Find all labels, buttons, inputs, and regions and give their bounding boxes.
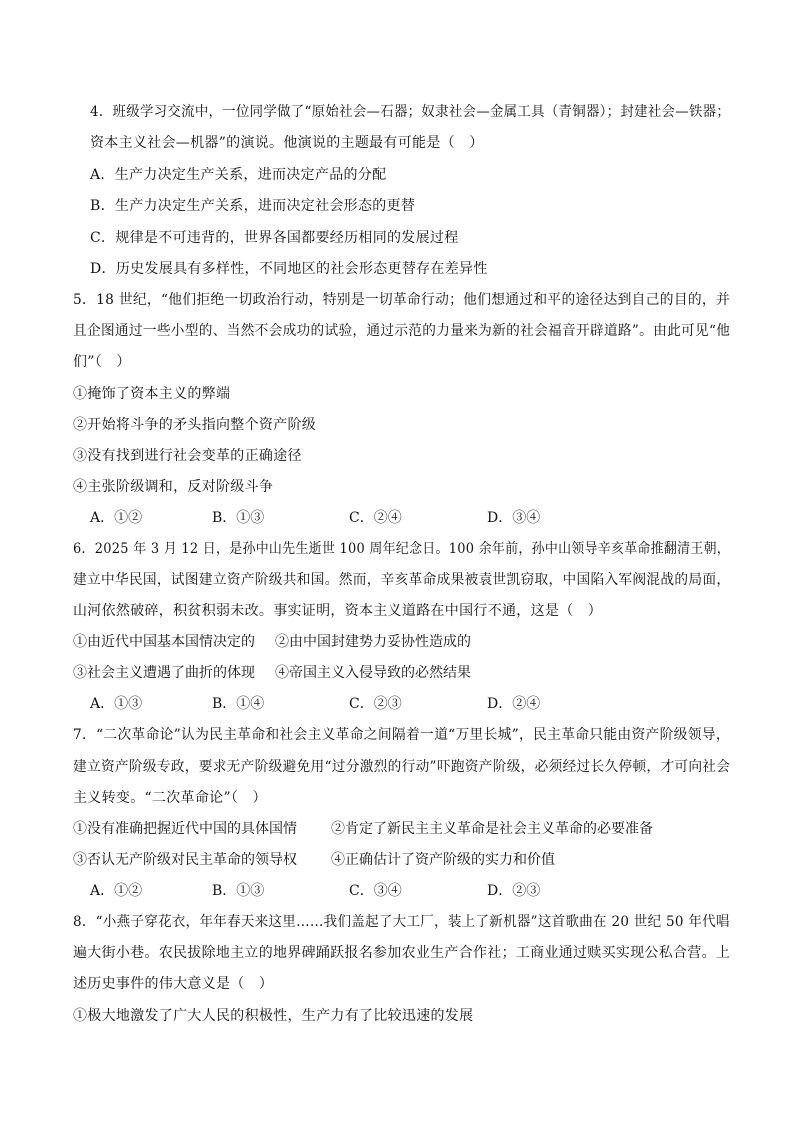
q5-statement-4: ④主张阶级调和，反对阶级斗争: [73, 479, 274, 495]
q5-statement-2: ②开始将斗争的矛头指向整个资产阶级: [73, 417, 317, 433]
q8-line-1: 8．“小燕子穿花衣，年年春天来这里……我们盖起了大工厂，装上了新机器”这首歌曲在 20 世纪 50 年代唱: [73, 914, 730, 930]
q4-line-1: 4．班级学习交流中，一位同学做了“原始社会—石器；奴隶社会—金属工具（青铜器）；封建社会—铁器；: [90, 104, 731, 120]
q7-choice-a: A．①②: [90, 883, 143, 899]
q4-option-b: B．生产力决定生产关系，进而决定社会形态的更替: [90, 198, 416, 214]
q5-statement-3: ③没有找到进行社会变革的正确途径: [73, 448, 302, 464]
q5-choice-d: D．③④: [487, 510, 541, 526]
q4-line-2: 资本主义社会—机器”的演说。他演说的主题最有可能是（ ）: [90, 135, 484, 151]
q6-line-3: 山河依然破碎，积贫积弱未改。事实证明，资本主义道路在中国行不通，这是（ ）: [73, 603, 603, 619]
q7-choice-c: C．③④: [349, 883, 402, 899]
q6-statement-1: ①由近代中国基本国情决定的: [73, 634, 255, 650]
q6-line-2: 建立中华民国，试图建立资产阶级共和国。然而，辛亥革命成果被袁世凯窃取，中国陷入军阀混战的局面，: [73, 572, 731, 588]
q6-statement-4: ④帝国主义入侵导致的必然结果: [275, 665, 471, 681]
q5-choice-a: A．①②: [90, 510, 143, 526]
q6-line-1: 6．2025 年 3 月 12 日，是孙中山先生逝世 100 周年纪念日。100 余年前，孙中山领导辛亥革命推翻清王朝，: [73, 541, 731, 557]
q4-option-a: A．生产力决定生产关系，进而决定产品的分配: [90, 167, 387, 183]
q7-choice-d: D．②③: [487, 883, 541, 899]
q7-statement-2: ②肯定了新民主主义革命是社会主义革命的必要准备: [331, 821, 653, 837]
q8-statement-1: ①极大地激发了广大人民的积极性，生产力有了比较迅速的发展: [73, 1008, 474, 1024]
q4-option-c: C．规律是不可违背的，世界各国都要经历相同的发展过程: [90, 230, 459, 246]
q7-statement-1: ①没有准确把握近代中国的具体国情: [73, 821, 297, 837]
q5-choice-c: C．②④: [349, 510, 402, 526]
q6-statement-3: ③社会主义遭遇了曲折的体现: [73, 665, 255, 681]
q5-line-1: 5．18 世纪，“他们拒绝一切政治行动，特别是一切革命行动；他们想通过和平的途径达到自己的目的，并: [73, 292, 730, 308]
q5-statement-1: ①掩饰了资本主义的弊端: [73, 386, 231, 402]
q7-statement-3: ③否认无产阶级对民主革命的领导权: [73, 852, 297, 868]
q5-line-3: 们”（ ）: [73, 354, 131, 370]
q7-line-2: 建立资产阶级专政，要求无产阶级避免用“过分激烈的行动”吓跑资产阶级，必须经过长久停顿，才可向社会: [73, 759, 731, 775]
q6-statement-2: ②由中国封建势力妥协性造成的: [275, 634, 471, 650]
q5-line-2: 且企图通过一些小型的、当然不会成功的试验，通过示范的力量来为新的社会福音开辟道路”。由此可见“他: [73, 323, 731, 339]
q6-choice-a: A．①③: [90, 696, 143, 712]
q4-option-d: D．历史发展具有多样性，不同地区的社会形态更替存在差异性: [90, 261, 488, 277]
q5-choice-b: B．①③: [212, 510, 265, 526]
q6-choice-c: C．②③: [349, 696, 402, 712]
q7-choice-b: B．①③: [212, 883, 265, 899]
q6-choice-d: D．②④: [487, 696, 541, 712]
q6-choice-b: B．①④: [212, 696, 265, 712]
q8-line-2: 遍大街小巷。农民拔除地主立的地界碑踊跃报名参加农业生产合作社；工商业通过赎买实现公私合营。上: [73, 945, 731, 961]
q7-line-3: 主义转变。“二次革命论”（ ）: [73, 790, 267, 806]
q8-line-3: 述历史事件的伟大意义是（ ）: [73, 976, 274, 992]
q7-statement-4: ④正确估计了资产阶级的实力和价值: [331, 852, 555, 868]
q7-line-1: 7．“二次革命论”认为民主革命和社会主义革命之间隔着一道“万里长城”，民主革命只能由资产阶级领导，: [73, 727, 730, 743]
